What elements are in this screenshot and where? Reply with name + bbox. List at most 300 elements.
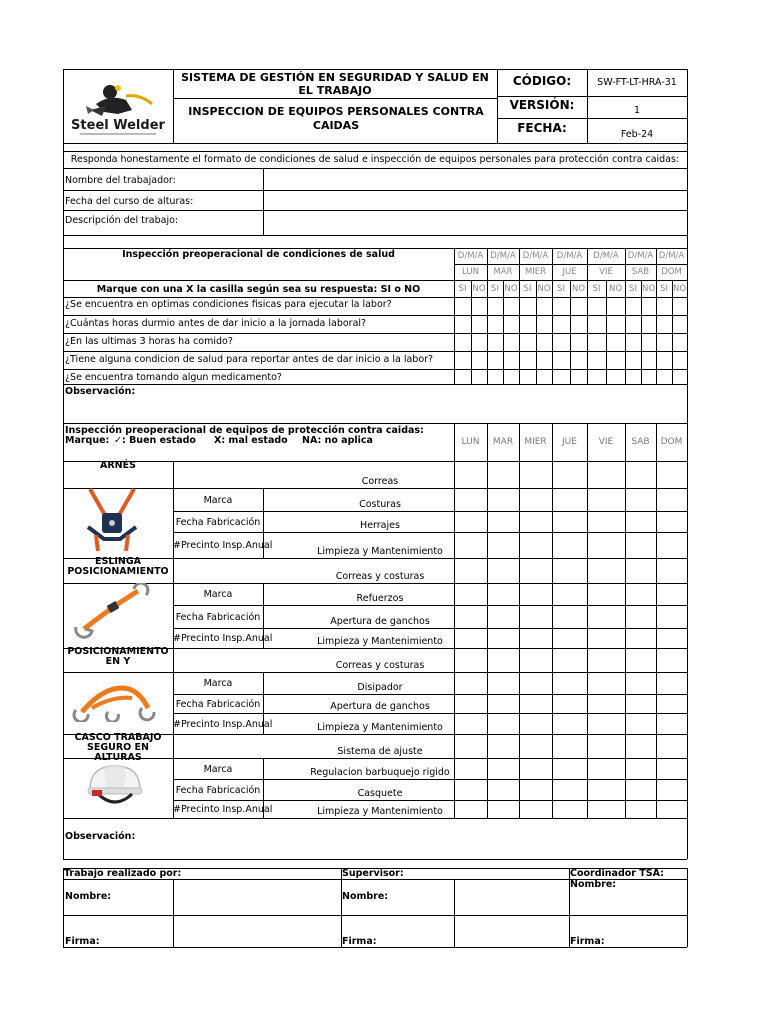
- equipment-day-checkbox[interactable]: [488, 780, 519, 800]
- equipment-check-label: Costuras: [359, 499, 401, 510]
- equipment-day-checkbox[interactable]: [455, 584, 487, 605]
- health-si-checkbox[interactable]: [488, 334, 503, 351]
- health-si-header: SI: [458, 284, 467, 294]
- health-no-checkbox[interactable]: [537, 370, 552, 384]
- health-si-checkbox[interactable]: [626, 370, 641, 384]
- equipment-day-checkbox[interactable]: [657, 673, 687, 694]
- equipment-day-checkbox[interactable]: [520, 512, 552, 532]
- equipment-day-checkbox[interactable]: [520, 714, 552, 734]
- equipment-day-checkbox[interactable]: [626, 533, 656, 558]
- equipment-day-label: VIE: [598, 437, 614, 447]
- legend-good: ✓: Buen estado: [114, 435, 196, 446]
- health-no-checkbox[interactable]: [537, 352, 552, 369]
- equipment-name: POSICIONAMIENTO EN Y: [67, 646, 169, 667]
- equipment-day-checkbox[interactable]: [588, 533, 625, 558]
- equipment-day-label: LUN: [461, 437, 480, 447]
- equipment-day-checkbox[interactable]: [588, 559, 625, 583]
- form-title: INSPECCION DE EQUIPOS PERSONALES CONTRA CAIDAS: [188, 105, 484, 132]
- health-si-header: SI: [557, 284, 565, 294]
- equipment-day-checkbox[interactable]: [657, 629, 687, 648]
- health-si-header: SI: [491, 284, 499, 294]
- equipment-day-checkbox[interactable]: [455, 801, 487, 818]
- health-si-checkbox[interactable]: [455, 334, 471, 351]
- equipment-day-checkbox[interactable]: [488, 462, 519, 488]
- equipment-day-checkbox[interactable]: [488, 559, 519, 583]
- equipment-day-label: MIER: [524, 437, 547, 447]
- equipment-day-checkbox[interactable]: [626, 735, 656, 758]
- health-no-checkbox[interactable]: [642, 370, 656, 384]
- equipment-observation-label: Observación:: [65, 831, 136, 842]
- equipment-field-label: Fecha Fabricación: [175, 699, 261, 710]
- equipment-day-label: JUE: [562, 437, 577, 447]
- health-si-checkbox[interactable]: [520, 352, 536, 369]
- health-si-checkbox[interactable]: [488, 316, 503, 333]
- equipment-day-checkbox[interactable]: [657, 714, 687, 734]
- date-value: Feb-24: [620, 129, 654, 140]
- equipment-day-checkbox[interactable]: [520, 629, 552, 648]
- equipment-field-label: #Precinto Insp.Anual: [173, 540, 273, 551]
- equipment-day-checkbox[interactable]: [626, 559, 656, 583]
- equipment-day-checkbox[interactable]: [657, 649, 687, 672]
- health-date-label: D/M/A: [457, 251, 484, 261]
- health-no-checkbox[interactable]: [571, 298, 587, 315]
- health-no-checkbox[interactable]: [607, 352, 625, 369]
- equipment-day-checkbox[interactable]: [455, 695, 487, 713]
- health-no-checkbox[interactable]: [607, 316, 625, 333]
- health-no-checkbox[interactable]: [472, 352, 487, 369]
- health-si-checkbox[interactable]: [657, 352, 672, 369]
- health-si-checkbox[interactable]: [588, 370, 606, 384]
- health-no-checkbox[interactable]: [673, 370, 687, 384]
- equipment-day-checkbox[interactable]: [588, 695, 625, 713]
- harness-image: [76, 487, 148, 553]
- equipment-day-checkbox[interactable]: [520, 801, 552, 818]
- health-question: ¿Cuántas horas durmio antes de dar inicio a la jornada laboral?: [65, 318, 367, 329]
- equipment-day-checkbox[interactable]: [488, 629, 519, 648]
- health-si-header: SI: [660, 284, 668, 294]
- equipment-day-checkbox[interactable]: [520, 649, 552, 672]
- health-no-checkbox[interactable]: [642, 316, 656, 333]
- equipment-day-checkbox[interactable]: [588, 606, 625, 628]
- health-si-checkbox[interactable]: [588, 298, 606, 315]
- equipment-day-checkbox[interactable]: [588, 780, 625, 800]
- health-day-label: MAR: [493, 267, 513, 277]
- equipment-day-checkbox[interactable]: [657, 780, 687, 800]
- health-no-checkbox[interactable]: [642, 352, 656, 369]
- supervisor-signature-title: Supervisor:: [342, 868, 404, 879]
- equipment-day-checkbox[interactable]: [455, 512, 487, 532]
- health-si-checkbox[interactable]: [553, 316, 570, 333]
- coordinator-name-sig-field[interactable]: [570, 890, 686, 914]
- equipment-day-checkbox[interactable]: [657, 584, 687, 605]
- equipment-day-checkbox[interactable]: [626, 759, 656, 779]
- equipment-day-checkbox[interactable]: [626, 714, 656, 734]
- code-label: CÓDIGO:: [512, 74, 572, 88]
- health-no-checkbox[interactable]: [537, 316, 552, 333]
- y-lanyard-icon: [72, 672, 156, 722]
- equipment-day-checkbox[interactable]: [488, 489, 519, 511]
- date-label: FECHA:: [517, 121, 567, 135]
- equipment-check-label: Correas y costuras: [335, 571, 425, 582]
- equipment-day-checkbox[interactable]: [588, 649, 625, 672]
- health-si-header: SI: [629, 284, 637, 294]
- course-date-field[interactable]: [264, 191, 686, 209]
- health-no-checkbox[interactable]: [504, 334, 519, 351]
- legend-bad: X: mal estado: [214, 435, 288, 446]
- health-si-checkbox[interactable]: [588, 352, 606, 369]
- health-no-checkbox[interactable]: [472, 370, 487, 384]
- equipment-day-label: DOM: [660, 437, 683, 447]
- equipment-day-checkbox[interactable]: [455, 780, 487, 800]
- equipment-field-label: Fecha Fabricación: [175, 785, 261, 796]
- equipment-field-label: Fecha Fabricación: [175, 612, 261, 623]
- equipment-day-checkbox[interactable]: [553, 673, 587, 694]
- health-no-checkbox[interactable]: [642, 298, 656, 315]
- equipment-day-checkbox[interactable]: [553, 533, 587, 558]
- supervisor-firma-field[interactable]: [455, 916, 568, 946]
- health-si-checkbox[interactable]: [657, 370, 672, 384]
- health-no-header: NO: [504, 284, 518, 294]
- equipment-check-label: Regulacion barbuquejo rigido: [310, 767, 450, 778]
- health-question: ¿Tiene alguna condicion de salud para reportar antes de dar inicio a la labor?: [65, 354, 434, 365]
- equipment-day-checkbox[interactable]: [588, 735, 625, 758]
- helmet-icon: [84, 760, 146, 812]
- equipment-day-checkbox[interactable]: [626, 673, 656, 694]
- equipment-day-checkbox[interactable]: [657, 462, 687, 488]
- health-si-checkbox[interactable]: [455, 352, 471, 369]
- equipment-day-checkbox[interactable]: [626, 780, 656, 800]
- health-si-checkbox[interactable]: [520, 334, 536, 351]
- equipment-day-checkbox[interactable]: [626, 606, 656, 628]
- equipment-check-label: Correas: [361, 476, 399, 487]
- health-no-checkbox[interactable]: [571, 316, 587, 333]
- worker-name-field[interactable]: [264, 169, 686, 189]
- y-lanyard-image: [72, 672, 156, 722]
- health-si-checkbox[interactable]: [455, 370, 471, 384]
- equipment-day-checkbox[interactable]: [488, 533, 519, 558]
- equipment-day-checkbox[interactable]: [520, 462, 552, 488]
- health-si-header: SI: [592, 284, 601, 294]
- health-si-checkbox[interactable]: [553, 298, 570, 315]
- equipment-day-checkbox[interactable]: [657, 695, 687, 713]
- equipment-day-checkbox[interactable]: [657, 606, 687, 628]
- health-si-checkbox[interactable]: [553, 370, 570, 384]
- brand-name: Steel Welder: [71, 118, 165, 133]
- equipment-day-checkbox[interactable]: [488, 735, 519, 758]
- equipment-check-label: Limpieza y Mantenimiento: [317, 806, 443, 817]
- health-question: ¿Se encuentra en optimas condiciones fisicas para ejecutar la labor?: [65, 299, 392, 310]
- equipment-day-checkbox[interactable]: [488, 695, 519, 713]
- equipment-day-checkbox[interactable]: [455, 673, 487, 694]
- equipment-field-label: Marca: [203, 495, 233, 506]
- equipment-day-checkbox[interactable]: [553, 759, 587, 779]
- health-day-label: DOM: [661, 267, 682, 277]
- worker-name-sig-field[interactable]: [174, 880, 340, 914]
- health-observation-label: Observación:: [65, 386, 136, 397]
- equipment-day-checkbox[interactable]: [588, 759, 625, 779]
- intro-text: Responda honestamente el formato de condiciones de salud e inspección de equipos personales para protección contra caidas:: [70, 154, 680, 165]
- equipment-day-checkbox[interactable]: [520, 759, 552, 779]
- equipment-day-checkbox[interactable]: [626, 695, 656, 713]
- lanyard-icon: [72, 583, 156, 643]
- equipment-day-checkbox[interactable]: [553, 801, 587, 818]
- equipment-day-checkbox[interactable]: [488, 673, 519, 694]
- health-day-label: SAB: [631, 267, 650, 277]
- health-si-checkbox[interactable]: [626, 316, 641, 333]
- version-label: VERSIÓN:: [509, 98, 575, 112]
- job-description-field[interactable]: [264, 211, 686, 234]
- code-value: SW-FT-LT-HRA-31: [597, 77, 677, 88]
- equipment-day-checkbox[interactable]: [626, 801, 656, 818]
- company-logo: [66, 76, 170, 138]
- equipment-day-checkbox[interactable]: [626, 584, 656, 605]
- health-no-checkbox[interactable]: [571, 334, 587, 351]
- equipment-day-checkbox[interactable]: [455, 759, 487, 779]
- harness-icon: [76, 487, 148, 553]
- coordinator-signature-title: Coordinador TSA:: [570, 868, 664, 879]
- health-si-checkbox[interactable]: [455, 316, 471, 333]
- health-question: ¿En las ultimas 3 horas ha comido?: [65, 336, 233, 347]
- health-si-checkbox[interactable]: [657, 316, 672, 333]
- equipment-check-label: Sistema de ajuste: [337, 746, 423, 757]
- equipment-check-label: Refuerzos: [356, 593, 404, 604]
- health-si-header: SI: [523, 284, 532, 294]
- equipment-day-checkbox[interactable]: [488, 759, 519, 779]
- equipment-check-label: Disipador: [357, 682, 403, 693]
- health-no-header: NO: [537, 284, 551, 294]
- health-si-checkbox[interactable]: [520, 316, 536, 333]
- worker-firma-label: Firma:: [65, 936, 100, 947]
- equipment-day-checkbox[interactable]: [588, 512, 625, 532]
- equipment-day-checkbox[interactable]: [553, 780, 587, 800]
- equipment-day-checkbox[interactable]: [657, 512, 687, 532]
- health-no-checkbox[interactable]: [504, 316, 519, 333]
- equipment-day-checkbox[interactable]: [455, 489, 487, 511]
- equipment-day-checkbox[interactable]: [488, 801, 519, 818]
- equipment-day-checkbox[interactable]: [626, 489, 656, 511]
- health-day-label: MIER: [524, 267, 547, 277]
- equipment-day-checkbox[interactable]: [626, 649, 656, 672]
- worker-firma-field[interactable]: [174, 916, 340, 946]
- equipment-day-checkbox[interactable]: [553, 629, 587, 648]
- health-date-label: D/M/A: [522, 251, 549, 261]
- health-no-checkbox[interactable]: [537, 334, 552, 351]
- equipment-day-checkbox[interactable]: [553, 489, 587, 511]
- equipment-name: CASCO TRABAJO SEGURO EN ALTURAS: [74, 732, 162, 763]
- equipment-day-checkbox[interactable]: [488, 606, 519, 628]
- equipment-day-checkbox[interactable]: [553, 584, 587, 605]
- system-title: SISTEMA DE GESTIÓN EN SEGURIDAD Y SALUD EN EL TRABAJO: [181, 71, 489, 97]
- equipment-check-label: Correas y costuras: [335, 660, 425, 671]
- equipment-check-label: Herrajes: [360, 520, 400, 531]
- equipment-day-checkbox[interactable]: [488, 584, 519, 605]
- health-si-checkbox[interactable]: [626, 352, 641, 369]
- health-no-checkbox[interactable]: [607, 370, 625, 384]
- equipment-day-checkbox[interactable]: [455, 714, 487, 734]
- equipment-day-checkbox[interactable]: [520, 606, 552, 628]
- supervisor-name-sig-field[interactable]: [455, 880, 568, 914]
- equipment-observation-field[interactable]: [150, 819, 686, 858]
- equipment-day-checkbox[interactable]: [455, 533, 487, 558]
- equipment-day-checkbox[interactable]: [626, 629, 656, 648]
- equipment-day-checkbox[interactable]: [520, 735, 552, 758]
- equipment-check-label: Limpieza y Mantenimiento: [317, 636, 443, 647]
- health-si-checkbox[interactable]: [455, 298, 471, 315]
- health-section-title: Inspección preoperacional de condiciones de salud: [122, 249, 395, 260]
- safety-helmet-image: [84, 760, 146, 812]
- health-observation-field[interactable]: [64, 396, 686, 422]
- equipment-day-checkbox[interactable]: [657, 533, 687, 558]
- worker-signature-title: Trabajo realizado por:: [64, 868, 182, 879]
- health-no-checkbox[interactable]: [607, 298, 625, 315]
- equipment-day-checkbox[interactable]: [588, 801, 625, 818]
- equipment-field-label: #Precinto Insp.Anual: [173, 633, 273, 644]
- equipment-day-checkbox[interactable]: [520, 533, 552, 558]
- health-no-checkbox[interactable]: [504, 370, 519, 384]
- equipment-check-label: Limpieza y Mantenimiento: [317, 722, 443, 733]
- health-no-checkbox[interactable]: [472, 316, 487, 333]
- health-instruction: Marque con una X la casilla según sea su respuesta: SI o NO: [96, 284, 421, 295]
- equipment-day-checkbox[interactable]: [588, 584, 625, 605]
- health-si-checkbox[interactable]: [657, 298, 672, 315]
- health-si-checkbox[interactable]: [553, 334, 570, 351]
- health-no-checkbox[interactable]: [472, 334, 487, 351]
- course-date-label: Fecha del curso de alturas:: [65, 196, 194, 207]
- equipment-day-checkbox[interactable]: [488, 649, 519, 672]
- equipment-day-checkbox[interactable]: [455, 606, 487, 628]
- coordinator-firma-label: Firma:: [570, 936, 605, 947]
- health-si-checkbox[interactable]: [657, 334, 672, 351]
- health-no-checkbox[interactable]: [472, 298, 487, 315]
- equipment-day-checkbox[interactable]: [626, 512, 656, 532]
- equipment-field-label: Marca: [203, 678, 233, 689]
- equipment-day-checkbox[interactable]: [488, 714, 519, 734]
- equipment-day-checkbox[interactable]: [553, 606, 587, 628]
- health-date-label: D/M/A: [658, 251, 685, 261]
- equipment-day-checkbox[interactable]: [588, 673, 625, 694]
- equipment-field-label: #Precinto Insp.Anual: [173, 804, 273, 815]
- health-day-label: VIE: [599, 267, 613, 277]
- equipment-day-checkbox[interactable]: [455, 649, 487, 672]
- worker-name-sig-label: Nombre:: [65, 891, 112, 902]
- equipment-day-checkbox[interactable]: [588, 489, 625, 511]
- equipment-check-label: Apertura de ganchos: [330, 701, 430, 712]
- equipment-day-checkbox[interactable]: [520, 780, 552, 800]
- equipment-day-checkbox[interactable]: [657, 559, 687, 583]
- equipment-day-checkbox[interactable]: [455, 462, 487, 488]
- health-no-checkbox[interactable]: [571, 370, 587, 384]
- equipment-day-checkbox[interactable]: [455, 629, 487, 648]
- equipment-day-label: MAR: [492, 437, 514, 447]
- health-no-header: NO: [641, 284, 656, 294]
- equipment-section-title: Inspección preoperacional de equipos de protección contra caidas:: [65, 425, 424, 436]
- health-si-checkbox[interactable]: [520, 298, 536, 315]
- health-date-label: D/M/A: [556, 251, 583, 261]
- equipment-day-checkbox[interactable]: [553, 649, 587, 672]
- equipment-day-checkbox[interactable]: [657, 735, 687, 758]
- health-si-checkbox[interactable]: [488, 352, 503, 369]
- equipment-day-checkbox[interactable]: [520, 695, 552, 713]
- health-no-checkbox[interactable]: [673, 334, 687, 351]
- health-no-checkbox[interactable]: [571, 352, 587, 369]
- equipment-day-checkbox[interactable]: [553, 714, 587, 734]
- equipment-day-checkbox[interactable]: [657, 801, 687, 818]
- equipment-check-label: Casquete: [357, 788, 403, 799]
- health-no-checkbox[interactable]: [537, 298, 552, 315]
- equipment-day-checkbox[interactable]: [520, 489, 552, 511]
- equipment-day-checkbox[interactable]: [488, 512, 519, 532]
- equipment-day-checkbox[interactable]: [588, 714, 625, 734]
- equipment-field-label: #Precinto Insp.Anual: [173, 719, 273, 730]
- equipment-day-checkbox[interactable]: [553, 512, 587, 532]
- worker-name-label: Nombre del trabajador:: [65, 175, 176, 186]
- equipment-day-checkbox[interactable]: [553, 462, 587, 488]
- equipment-day-checkbox[interactable]: [455, 559, 487, 583]
- health-no-checkbox[interactable]: [673, 316, 687, 333]
- health-si-checkbox[interactable]: [520, 370, 536, 384]
- legend-na: NA: no aplica: [302, 435, 373, 446]
- health-no-checkbox[interactable]: [642, 334, 656, 351]
- equipment-day-checkbox[interactable]: [553, 735, 587, 758]
- equipment-field-label: Marca: [203, 589, 233, 600]
- health-no-checkbox[interactable]: [504, 298, 519, 315]
- health-day-label: LUN: [462, 267, 479, 277]
- equipment-day-checkbox[interactable]: [657, 759, 687, 779]
- health-no-checkbox[interactable]: [673, 298, 687, 315]
- health-no-header: NO: [472, 284, 486, 294]
- equipment-check-label: Apertura de ganchos: [330, 616, 430, 627]
- equipment-day-checkbox[interactable]: [520, 559, 552, 583]
- supervisor-name-sig-label: Nombre:: [342, 891, 389, 902]
- health-question: ¿Se encuentra tomando algun medicamento?: [65, 372, 282, 383]
- version-value: 1: [633, 105, 641, 116]
- equipment-day-checkbox[interactable]: [553, 559, 587, 583]
- job-description-label: Descripción del trabajo:: [65, 215, 179, 226]
- health-day-label: JUE: [562, 267, 577, 277]
- health-si-checkbox[interactable]: [588, 334, 606, 351]
- health-no-checkbox[interactable]: [673, 352, 687, 369]
- equipment-day-checkbox[interactable]: [588, 629, 625, 648]
- health-si-checkbox[interactable]: [488, 370, 503, 384]
- equipment-day-checkbox[interactable]: [520, 584, 552, 605]
- equipment-day-label: SAB: [631, 437, 650, 447]
- coordinator-name-sig-label: Nombre:: [570, 879, 617, 890]
- health-date-label: D/M/A: [627, 251, 654, 261]
- legend-mark-label: Marque:: [65, 435, 110, 446]
- health-si-checkbox[interactable]: [626, 334, 641, 351]
- health-no-header: NO: [672, 284, 687, 294]
- health-no-checkbox[interactable]: [607, 334, 625, 351]
- equipment-name: ARNÉS: [100, 460, 136, 471]
- equipment-check-label: Limpieza y Mantenimiento: [317, 546, 443, 557]
- health-si-checkbox[interactable]: [626, 298, 641, 315]
- equipment-day-checkbox[interactable]: [520, 673, 552, 694]
- equipment-day-checkbox[interactable]: [657, 489, 687, 511]
- health-si-checkbox[interactable]: [553, 352, 570, 369]
- health-si-checkbox[interactable]: [588, 316, 606, 333]
- health-date-label: D/M/A: [490, 251, 516, 261]
- equipment-day-checkbox[interactable]: [553, 695, 587, 713]
- equipment-day-checkbox[interactable]: [626, 462, 656, 488]
- equipment-field-label: Fecha Fabricación: [175, 517, 261, 528]
- equipment-day-checkbox[interactable]: [455, 735, 487, 758]
- equipment-field-label: Marca: [203, 764, 233, 775]
- health-date-label: D/M/A: [593, 251, 619, 261]
- equipment-day-checkbox[interactable]: [588, 462, 625, 488]
- health-no-checkbox[interactable]: [504, 352, 519, 369]
- health-no-header: NO: [571, 284, 586, 294]
- health-si-checkbox[interactable]: [488, 298, 503, 315]
